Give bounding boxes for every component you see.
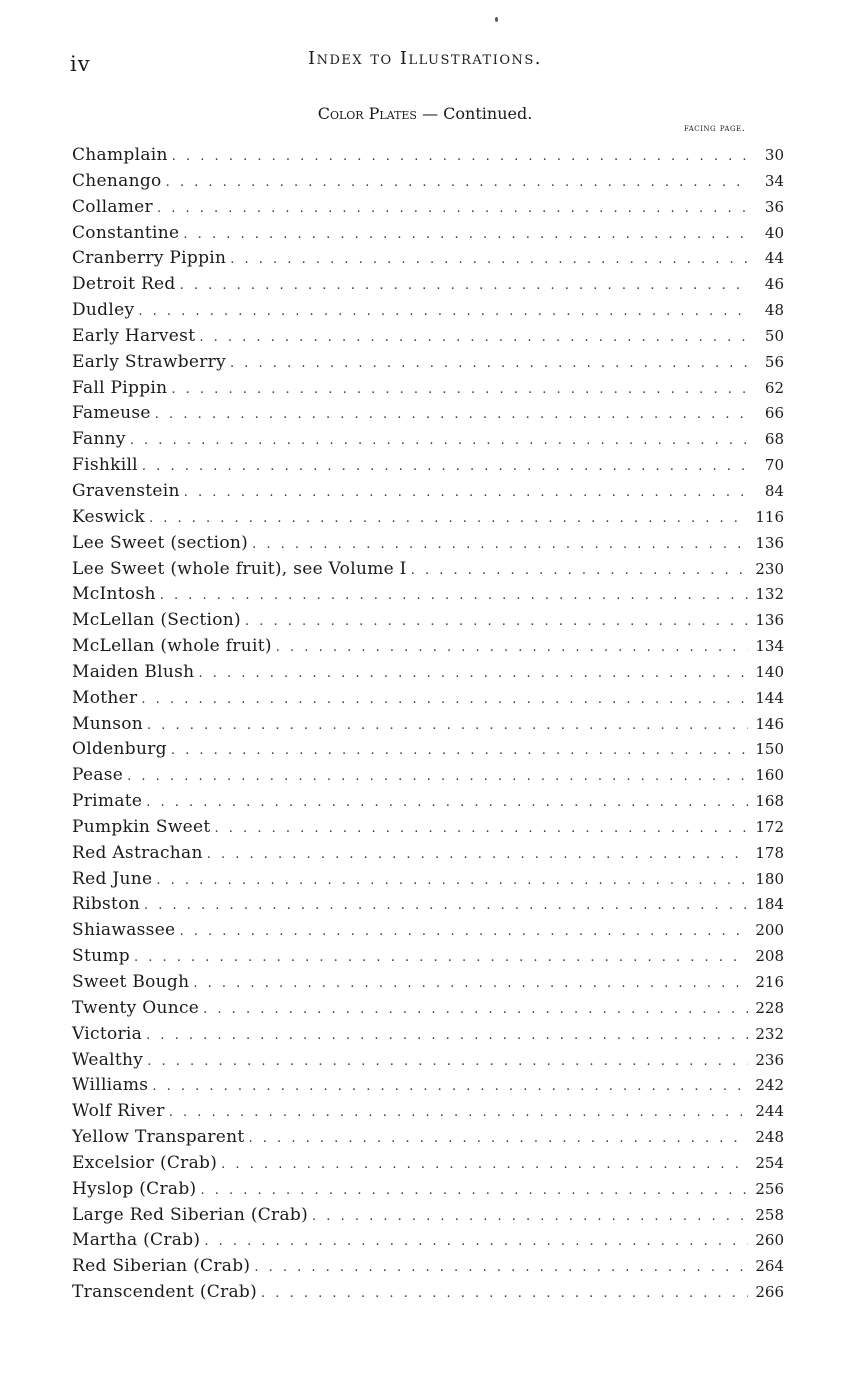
entry-page-number: 134 bbox=[755, 637, 784, 656]
dot-leader bbox=[160, 588, 748, 603]
entry-page-number: 168 bbox=[755, 792, 784, 811]
entry-page-number: 172 bbox=[755, 817, 784, 836]
index-entry bbox=[72, 559, 784, 585]
entry-page-number: 56 bbox=[764, 352, 784, 371]
entry-page-number: 200 bbox=[755, 921, 784, 940]
dot-leader bbox=[221, 1157, 748, 1172]
entry-page-number: 140 bbox=[755, 662, 784, 681]
entry-name: Shiawassee bbox=[72, 920, 176, 941]
dot-leader bbox=[207, 847, 748, 862]
entry-page-number: 30 bbox=[764, 146, 784, 164]
entry-name: Chenango bbox=[72, 170, 162, 191]
index-entry bbox=[72, 1282, 784, 1308]
index-entry bbox=[72, 688, 784, 714]
dot-leader bbox=[155, 407, 748, 422]
index-entry bbox=[72, 765, 784, 791]
dot-leader bbox=[249, 1131, 748, 1146]
dot-leader bbox=[312, 1209, 748, 1224]
entry-page-number: 146 bbox=[755, 714, 784, 733]
dot-leader bbox=[204, 1234, 748, 1249]
entry-name: Fall Pippin bbox=[72, 377, 168, 398]
index-entry bbox=[72, 171, 784, 197]
page-number: iv bbox=[70, 52, 91, 76]
index-entry bbox=[72, 481, 784, 507]
entry-page-number: 242 bbox=[755, 1076, 784, 1095]
entry-page-number: 70 bbox=[764, 456, 784, 475]
entry-name: Ribston bbox=[72, 894, 140, 915]
dot-leader bbox=[138, 304, 748, 319]
dot-leader bbox=[198, 666, 748, 681]
dot-leader bbox=[411, 563, 748, 578]
entry-name: Wealthy bbox=[72, 1049, 144, 1070]
entry-name: Lee Sweet (whole fruit), see Volume I bbox=[72, 558, 407, 579]
index-entry bbox=[72, 584, 784, 610]
index-entry bbox=[72, 248, 784, 274]
entry-page-number: 46 bbox=[764, 275, 784, 294]
entry-name: Hyslop (Crab) bbox=[72, 1178, 197, 1199]
facing-page-column-header: facing page. bbox=[684, 123, 746, 134]
index-entry bbox=[72, 352, 784, 378]
index-entry bbox=[72, 662, 784, 688]
entry-name: Mother bbox=[72, 687, 138, 708]
index-entry bbox=[72, 507, 784, 533]
dot-leader bbox=[245, 614, 748, 629]
entry-page-number: 248 bbox=[755, 1128, 784, 1147]
entry-page-number: 236 bbox=[755, 1050, 784, 1069]
entry-name: Fameuse bbox=[72, 403, 151, 424]
dot-leader bbox=[171, 382, 748, 397]
entry-name: McLellan (whole fruit) bbox=[72, 636, 272, 657]
entry-name: Pease bbox=[72, 765, 124, 786]
dot-leader bbox=[215, 821, 748, 836]
index-entry bbox=[72, 1101, 784, 1127]
index-entry bbox=[72, 998, 784, 1024]
entry-page-number: 260 bbox=[755, 1231, 784, 1250]
dot-leader bbox=[180, 278, 748, 293]
section-title-suffix: — Continued. bbox=[416, 104, 533, 123]
entry-name: McLellan (Section) bbox=[72, 610, 241, 631]
entry-page-number: 228 bbox=[755, 998, 784, 1017]
dot-leader bbox=[156, 873, 748, 888]
dot-leader bbox=[261, 1286, 748, 1301]
entry-page-number: 244 bbox=[755, 1102, 784, 1121]
index-entry bbox=[72, 610, 784, 636]
dot-leader bbox=[193, 976, 748, 991]
dot-leader bbox=[172, 149, 748, 164]
entry-page-number: 178 bbox=[755, 843, 784, 862]
page-title: Index to Illustrations. bbox=[307, 48, 543, 69]
entry-name: Twenty Ounce bbox=[72, 997, 200, 1018]
index-entry bbox=[72, 1075, 784, 1101]
entry-page-number: 62 bbox=[764, 378, 784, 397]
index-entry bbox=[72, 817, 784, 843]
entry-page-number: 256 bbox=[755, 1179, 784, 1198]
dot-leader bbox=[184, 485, 748, 500]
entry-name: Lee Sweet (section) bbox=[72, 532, 249, 553]
entry-name: Wolf River bbox=[72, 1101, 165, 1122]
entry-name: Pumpkin Sweet bbox=[72, 816, 211, 837]
dot-leader bbox=[276, 640, 748, 655]
entry-name: Early Harvest bbox=[72, 325, 196, 346]
entry-page-number: 84 bbox=[764, 481, 784, 500]
entry-name: Constantine bbox=[72, 222, 180, 243]
entry-name: Excelsior (Crab) bbox=[72, 1152, 218, 1173]
entry-page-number: 68 bbox=[764, 430, 784, 449]
entry-name: Gravenstein bbox=[72, 480, 180, 501]
dot-leader bbox=[200, 1183, 748, 1198]
dot-leader bbox=[144, 898, 748, 913]
entry-name: Large Red Siberian (Crab) bbox=[72, 1204, 309, 1225]
index-entry bbox=[72, 274, 784, 300]
index-entry bbox=[72, 197, 784, 223]
entry-page-number: 116 bbox=[755, 507, 784, 526]
dot-leader bbox=[203, 1002, 748, 1017]
entry-page-number: 48 bbox=[764, 301, 784, 320]
dot-leader bbox=[147, 718, 748, 733]
entry-page-number: 40 bbox=[764, 223, 784, 242]
index-entry bbox=[72, 1205, 784, 1231]
entry-page-number: 34 bbox=[764, 171, 784, 190]
index-entry bbox=[72, 636, 784, 662]
entry-name: Keswick bbox=[72, 506, 145, 527]
entry-name: Cranberry Pippin bbox=[72, 248, 227, 269]
entry-page-number: 36 bbox=[764, 197, 784, 216]
entry-name: Detroit Red bbox=[72, 274, 176, 295]
index-entry bbox=[72, 223, 784, 249]
dot-leader bbox=[146, 795, 748, 810]
dot-leader bbox=[252, 537, 748, 552]
index-entry bbox=[72, 739, 784, 765]
entry-page-number: 230 bbox=[755, 559, 784, 578]
dot-leader bbox=[254, 1260, 748, 1275]
entry-page-number: 232 bbox=[755, 1024, 784, 1043]
entry-page-number: 208 bbox=[755, 947, 784, 966]
entry-name: Transcendent (Crab) bbox=[72, 1282, 258, 1303]
entry-page-number: 184 bbox=[755, 895, 784, 914]
index-entry bbox=[72, 972, 784, 998]
entry-page-number: 66 bbox=[764, 404, 784, 423]
index-entry bbox=[72, 378, 784, 404]
section-title-main: Color Plates bbox=[317, 104, 417, 123]
dot-leader bbox=[134, 950, 748, 965]
entry-page-number: 136 bbox=[755, 533, 784, 552]
dot-leader bbox=[147, 1054, 748, 1069]
entry-name: Red Astrachan bbox=[72, 842, 203, 863]
index-entry bbox=[72, 429, 784, 455]
index-entry bbox=[72, 1024, 784, 1050]
entry-name: Dudley bbox=[72, 300, 135, 321]
entry-name: Red June bbox=[72, 868, 153, 889]
dot-leader bbox=[141, 692, 748, 707]
index-entry bbox=[72, 843, 784, 869]
index-entry bbox=[72, 714, 784, 740]
dot-leader bbox=[179, 924, 748, 939]
entry-page-number: 44 bbox=[764, 249, 784, 268]
entry-name: McIntosh bbox=[72, 584, 156, 605]
index-entry bbox=[72, 1179, 784, 1205]
index-entry bbox=[72, 791, 784, 817]
index-entry bbox=[72, 455, 784, 481]
dot-leader bbox=[199, 330, 748, 345]
entry-page-number: 150 bbox=[755, 740, 784, 759]
dot-leader bbox=[230, 252, 748, 267]
entry-name: Stump bbox=[72, 946, 130, 967]
dot-leader bbox=[152, 1079, 748, 1094]
entry-page-number: 264 bbox=[755, 1257, 784, 1276]
dot-leader bbox=[142, 459, 748, 474]
dot-leader bbox=[127, 769, 748, 784]
dot-leader bbox=[149, 511, 748, 526]
index-entry bbox=[72, 894, 784, 920]
entry-name: Victoria bbox=[72, 1023, 143, 1044]
index-entry bbox=[72, 1153, 784, 1179]
dot-leader bbox=[130, 433, 748, 448]
entry-name: Red Siberian (Crab) bbox=[72, 1256, 251, 1277]
entry-page-number: 132 bbox=[755, 585, 784, 604]
entry-page-number: 258 bbox=[755, 1205, 784, 1224]
index-entry bbox=[72, 326, 784, 352]
dot-leader bbox=[157, 201, 748, 216]
entry-name: Early Strawberry bbox=[72, 351, 227, 372]
entry-page-number: 266 bbox=[755, 1283, 784, 1302]
index-entry bbox=[72, 300, 784, 326]
dot-leader bbox=[230, 356, 748, 371]
index-entry bbox=[72, 946, 784, 972]
entry-page-number: 254 bbox=[755, 1153, 784, 1172]
entry-page-number: 136 bbox=[755, 611, 784, 630]
entry-name: Munson bbox=[72, 713, 144, 734]
dot-leader bbox=[166, 175, 748, 190]
section-title bbox=[0, 104, 850, 123]
entry-page-number: 180 bbox=[755, 869, 784, 888]
entry-name: Williams bbox=[72, 1075, 149, 1096]
index-entry bbox=[72, 1256, 784, 1282]
index-entry bbox=[72, 1127, 784, 1153]
index-entry bbox=[72, 869, 784, 895]
index-entry bbox=[72, 1230, 784, 1256]
index-entry bbox=[72, 920, 784, 946]
entry-name: Collamer bbox=[72, 196, 153, 217]
entry-name: Oldenburg bbox=[72, 739, 167, 760]
dot-leader bbox=[146, 1028, 748, 1043]
entry-page-number: 216 bbox=[755, 973, 784, 991]
scan-speck bbox=[495, 17, 498, 22]
index-entry bbox=[72, 145, 784, 171]
dot-leader bbox=[169, 1105, 748, 1120]
index-entry bbox=[72, 1050, 784, 1076]
entry-page-number: 160 bbox=[755, 766, 784, 785]
index-entry bbox=[72, 403, 784, 429]
entry-name: Champlain bbox=[72, 145, 168, 165]
entry-name: Primate bbox=[72, 791, 143, 812]
dot-leader bbox=[183, 227, 748, 242]
entry-name: Martha (Crab) bbox=[72, 1230, 201, 1251]
entry-name: Sweet Bough bbox=[72, 972, 190, 992]
entry-name: Fanny bbox=[72, 429, 126, 450]
entry-name: Fishkill bbox=[72, 455, 138, 476]
index-entry bbox=[72, 533, 784, 559]
entry-name: Maiden Blush bbox=[72, 661, 195, 682]
illustration-index-list bbox=[72, 145, 784, 1308]
entry-page-number: 144 bbox=[755, 688, 784, 707]
dot-leader bbox=[171, 743, 748, 758]
entry-page-number: 50 bbox=[764, 326, 784, 345]
entry-name: Yellow Transparent bbox=[72, 1127, 245, 1148]
